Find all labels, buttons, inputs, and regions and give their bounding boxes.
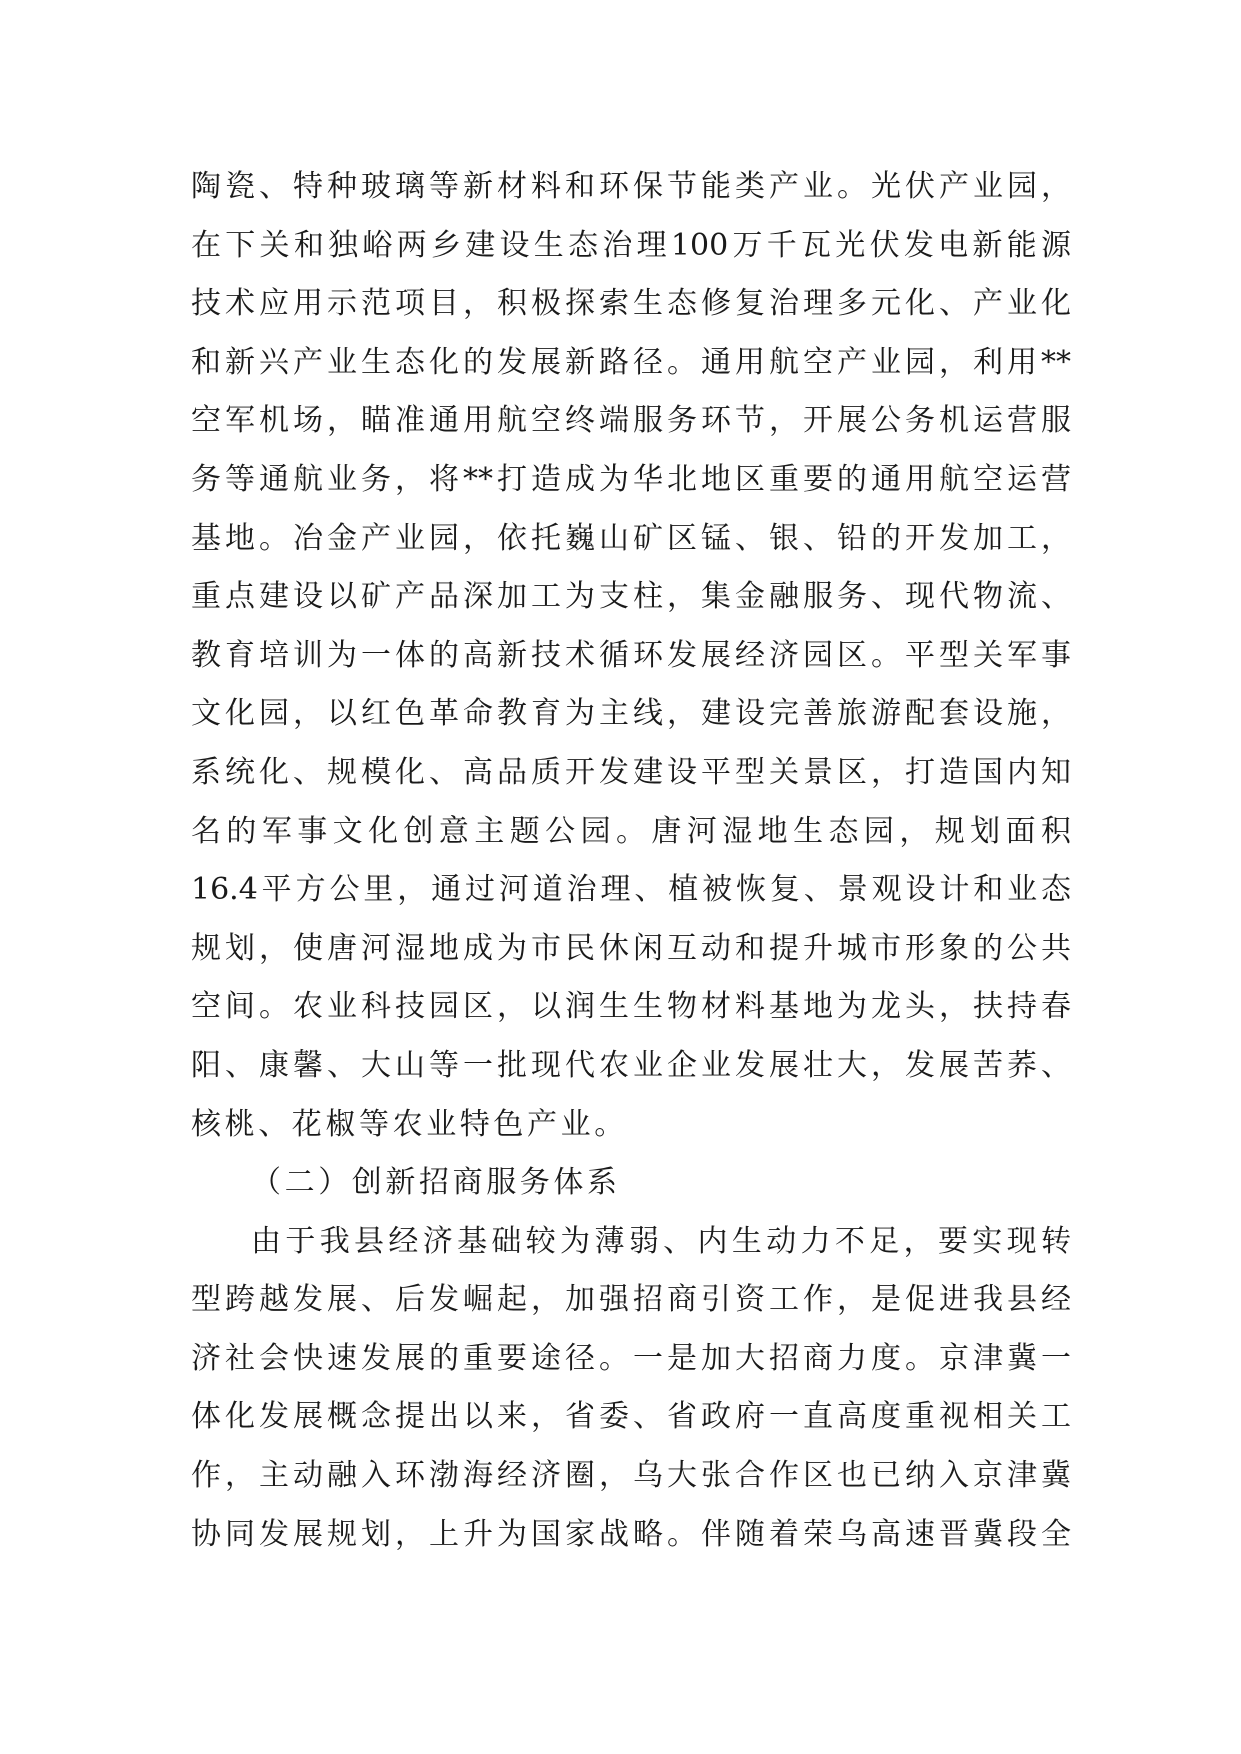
body-text [191, 158, 1071, 1564]
text-line: 技术应用示范项目，积极探索生态修复治理多元化、产业化 [191, 286, 1071, 322]
text-line: 务等通航业务，将**打造成为华北地区重要的通用航空运营 [191, 461, 1071, 497]
text-line: 16.4平方公里，通过河道治理、植被恢复、景观设计和业态 [191, 872, 1071, 908]
text-line: 核桃、花椒等农业特色产业。 [191, 1106, 628, 1142]
text-line: 空军机场，瞄准通用航空终端服务环节，开展公务机运营服 [191, 403, 1071, 439]
text-line: 协同发展规划，上升为国家战略。伴随着荣乌高速晋冀段全 [191, 1516, 1071, 1552]
text-line: 济社会快速发展的重要途径。一是加大招商力度。京津冀一 [191, 1340, 1071, 1376]
text-line: 基地。冶金产业园，依托巍山矿区锰、银、铅的开发加工， [191, 520, 1071, 556]
paragraph-industrial-parks [191, 158, 1071, 1154]
text-line: 阳、康馨、大山等一批现代农业企业发展壮大，发展苦荞、 [191, 1047, 1071, 1083]
text-line: 规划，使唐河湿地成为市民休闲互动和提升城市形象的公共 [191, 930, 1071, 966]
text-line: 重点建设以矿产品深加工为支柱，集金融服务、现代物流、 [191, 579, 1071, 615]
text-line: 型跨越发展、后发崛起，加强招商引资工作，是促进我县经 [191, 1282, 1071, 1318]
text-line: 在下关和独峪两乡建设生态治理100万千瓦光伏发电新能源 [191, 227, 1071, 263]
text-line: 体化发展概念提出以来，省委、省政府一直高度重视相关工 [191, 1399, 1071, 1435]
text-line: 由于我县经济基础较为薄弱、内生动力不足，要实现转 [251, 1223, 1071, 1259]
text-line: 教育培训为一体的高新技术循环发展经济园区。平型关军事 [191, 637, 1071, 673]
text-line: 和新兴产业生态化的发展新路径。通用航空产业园，利用** [191, 344, 1071, 380]
text-line: 空间。农业科技园区，以润生生物材料基地为龙头，扶持春 [191, 989, 1071, 1025]
paragraph-investment-service [191, 1213, 1071, 1565]
text-line: 名的军事文化创意主题公园。唐河湿地生态园，规划面积 [191, 813, 1071, 849]
text-line: 作，主动融入环渤海经济圈，乌大张合作区也已纳入京津冀 [191, 1458, 1071, 1494]
section-heading: （二）创新招商服务体系 [251, 1165, 621, 1201]
text-line: 系统化、规模化、高品质开发建设平型关景区，打造国内知 [191, 754, 1071, 790]
text-line: 文化园，以红色革命教育为主线，建设完善旅游配套设施， [191, 696, 1071, 732]
text-line: 陶瓷、特种玻璃等新材料和环保节能类产业。光伏产业园， [191, 169, 1071, 204]
